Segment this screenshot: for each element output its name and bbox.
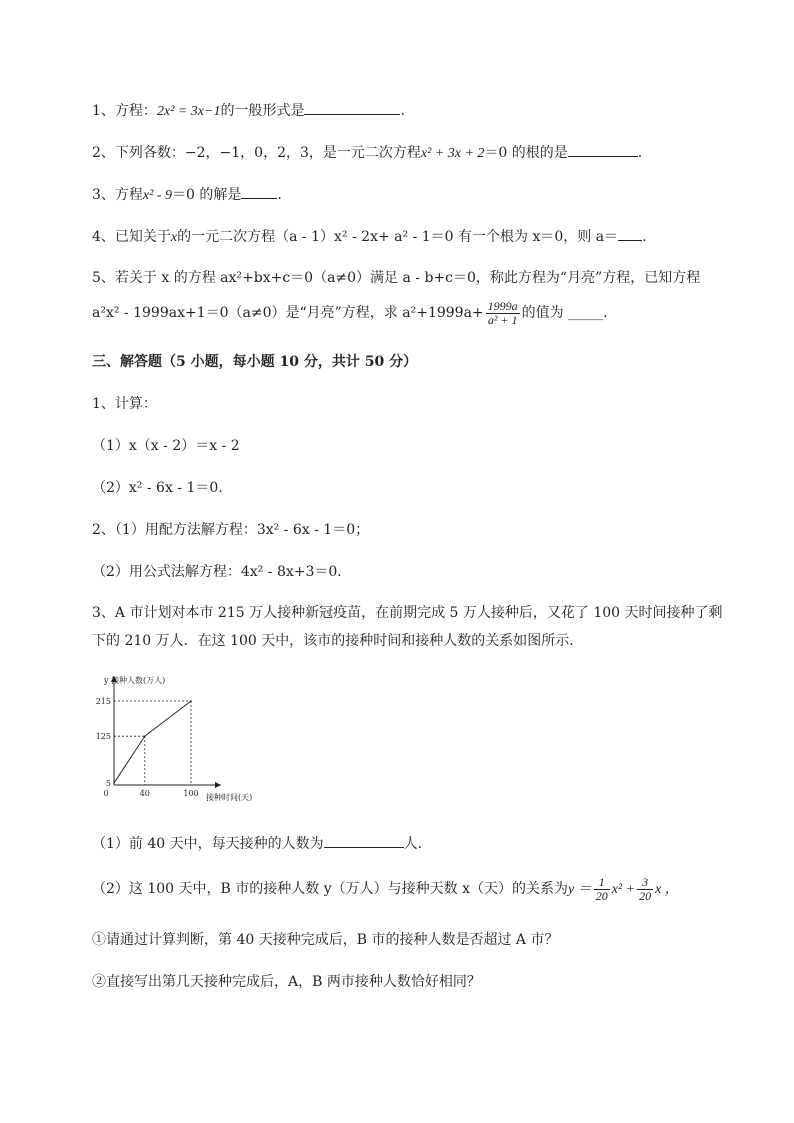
q2-blank[interactable] bbox=[568, 142, 638, 157]
x-tick-label: 0 bbox=[103, 789, 109, 798]
q3-suffix: ＝0 的解是 bbox=[172, 187, 242, 203]
x-tick-label: 100 bbox=[183, 789, 199, 798]
q4-suffix: 的一元二次方程（a - 1）x² - 2x+ a² - 1＝0 有一个根为 x＝0，则 a＝ bbox=[177, 229, 619, 245]
q2-suffix: ＝0 的根的是 bbox=[484, 145, 568, 161]
q3-math: x² - 9 bbox=[142, 188, 172, 203]
p3-q2-frac2-num: 3 bbox=[637, 876, 653, 890]
q1-blank[interactable] bbox=[304, 100, 400, 115]
q2-prefix: 2、下列各数：−2，−1，0，2，3，是一元二次方程 bbox=[92, 145, 421, 161]
p3-q2-pre: （2）这 100 天中，B 市的接种人数 y（万人）与接种天数 x（天）的关系为 bbox=[92, 881, 568, 897]
p1-head: 1、计算： bbox=[92, 396, 157, 412]
series-line bbox=[114, 701, 191, 783]
p3-q2-frac2-den: 20 bbox=[639, 888, 652, 903]
p3-q2-x: x ， bbox=[655, 882, 679, 897]
p3-q2-y: y ＝ bbox=[567, 882, 592, 897]
q3-blank[interactable] bbox=[241, 184, 277, 199]
p3-q1-blank[interactable] bbox=[324, 833, 404, 848]
p3-c1: ①请通过计算判断，第 40 天接种完成后，B 市的接种人数是否超过 A 市？ bbox=[92, 932, 559, 948]
section-title: 三、解答题（5 小题，每小题 10 分，共计 50 分） bbox=[92, 354, 418, 370]
q4-math: x bbox=[170, 230, 178, 245]
q5-fraction bbox=[486, 300, 520, 327]
p3-line2: 下的 210 万人．在这 100 天中，该市的接种时间和接种人数的关系如图所示． bbox=[92, 633, 584, 649]
y-axis-label: y 接种人数(万人) bbox=[104, 676, 166, 685]
p3-c2: ②直接写出第几天接种完成后，A，B 两市接种人数恰好相同？ bbox=[92, 974, 481, 990]
q4-blank[interactable] bbox=[618, 226, 642, 241]
q1-end: . bbox=[400, 103, 405, 119]
p3-q1-post: 人． bbox=[403, 836, 432, 852]
q1-math: 2x² = 3x−1 bbox=[156, 104, 221, 119]
q5-line2-post: 的值为 _____. bbox=[521, 305, 608, 321]
data-point bbox=[190, 700, 192, 702]
q2-math: x² + 3x + 2 bbox=[420, 146, 485, 161]
q1-suffix: 的一般形式是 bbox=[220, 103, 305, 119]
p3-q2-x2: x² + bbox=[611, 882, 636, 897]
data-point bbox=[144, 735, 146, 737]
vaccination-chart bbox=[96, 668, 276, 813]
q5-frac-den: a² + 1 bbox=[487, 312, 518, 327]
q4-end: . bbox=[642, 229, 647, 245]
data-point bbox=[113, 782, 115, 784]
x-axis-label: 接种时间(天) bbox=[206, 793, 253, 802]
y-tick-label: 125 bbox=[96, 732, 111, 742]
q2-end: . bbox=[637, 145, 643, 161]
q5-line2-pre: a²x² - 1999ax+1＝0（a≠0）是“月亮”方程，求 a²+1999a+ bbox=[92, 305, 484, 321]
p2-a: 2、（1）用配方法解方程：3x² - 6x - 1＝0； bbox=[92, 522, 370, 538]
x-axis-arrow bbox=[215, 782, 221, 788]
p3-q2-frac1-num: 1 bbox=[594, 876, 610, 890]
p1-b: （2）x² - 6x - 1＝0. bbox=[92, 480, 223, 496]
q4 bbox=[92, 226, 647, 248]
q2 bbox=[92, 142, 642, 164]
p2-b: （2）用公式法解方程：4x² - 8x+3＝0． bbox=[92, 564, 352, 580]
q3 bbox=[92, 184, 282, 206]
p3-q2-frac1 bbox=[594, 876, 610, 903]
p1-a: （1）x（x - 2）＝x - 2 bbox=[92, 438, 240, 454]
q5-frac-num: 1999a bbox=[487, 298, 518, 313]
q1 bbox=[92, 100, 405, 122]
p3-q2-frac1-den: 20 bbox=[595, 888, 608, 903]
q5-line1: 5、若关于 x 的方程 ax²+bx+c＝0（a≠0）满足 a - b+c＝0，称此方程为“月亮”方程，已知方程 bbox=[92, 270, 701, 286]
q1-prefix: 1、方程： bbox=[92, 103, 157, 119]
p3-q1 bbox=[92, 833, 432, 854]
x-tick-label: 40 bbox=[139, 789, 150, 798]
q5-line2 bbox=[92, 296, 608, 330]
p3-q2 bbox=[92, 872, 679, 907]
p3-q2-frac2 bbox=[637, 876, 653, 903]
q3-end: . bbox=[277, 187, 282, 203]
p3-line1: 3、A 市计划对本市 215 万人接种新冠疫苗，在前期完成 5 万人接种后，又花了 100 天时间接种了剩 bbox=[92, 605, 723, 621]
y-tick-label: 5 bbox=[105, 779, 111, 789]
q3-prefix: 3、方程 bbox=[92, 187, 143, 203]
p3-q1-pre: （1）前 40 天中，每天接种的人数为 bbox=[92, 836, 324, 852]
q4-prefix: 4、已知关于 bbox=[92, 229, 171, 245]
y-tick-label: 215 bbox=[96, 697, 111, 706]
